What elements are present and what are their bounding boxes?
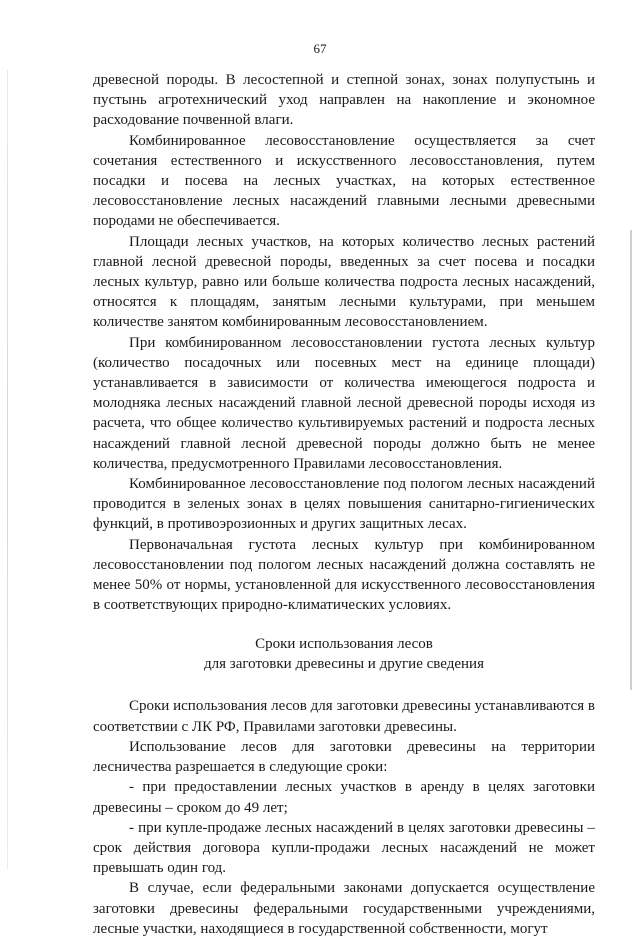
paragraph-plot-areas: Площади лесных участков, на которых количество лесных растений главной лесной древесной породы, введенных за счет посева и посадки лесных культур, равно или больше количества подроста лесных насаждений, относятся к площадям, занятым лесными культурами, при меньшем количестве занятом комбинированным лесовосстановлением. [93, 233, 595, 331]
paragraph-combined-reforestation: Комбинированное лесовосстановление осуществляется за счет сочетания естественного и искусственного лесовосстановления, путем посадки и посева на лесных участках, на которых естественное лесовосстановление лесных насаждений главными лесными древесными породами не обеспечивается. [93, 132, 595, 230]
scan-edge-right [630, 230, 632, 690]
section-heading [93, 634, 595, 674]
paragraph-federal-laws: В случае, если федеральными законами допускается осуществление заготовки древесины федеральными государственными учреждениями, лесные участки, находящиеся в государственной собственности, могут [93, 880, 595, 937]
paragraph-initial-density: Первоначальная густота лесных культур при комбинированном лесовосстановлении под пологом лесных насаждений должна составлять не менее 50% от нормы, установленной для искусственного лесовосстановления в соответствующих природно-климатических условиях. [93, 536, 595, 614]
list-item-purchase: - при купле-продаже лесных насаждений в целях заготовки древесины – срок действия договора купли-продажи лесных насаждений не может превышать один год. [93, 819, 595, 877]
paragraph-usage-terms: Сроки использования лесов для заготовки древесины устанавливаются в соответствии с ЛК РФ, Правилами заготовки древесины. [93, 698, 595, 735]
paragraph-continuation: древесной породы. В лесостепной и степной зонах, зонах полупустынь и пустынь агротехнический уход направлен на накопление и экономное расходование почвенной влаги. [93, 72, 595, 129]
section-heading-line-2: для заготовки древесины и другие сведения [204, 656, 484, 673]
document-body [93, 70, 595, 939]
scan-edge-left [7, 70, 8, 870]
paragraph-density: При комбинированном лесовосстановлении густота лесных культур (количество посадочных или посевных мест на единице площади) устанавливается в зависимости от количества имеющегося подроста и молодняка лесных насаждений главной лесной древесной породы исходя из расчета, что общее количество культивируемых растений и подроста лесных насаждений главной лесной древесной породы должно быть не менее количества, предусмотренного Правилами лесовосстановления. [93, 334, 595, 472]
list-item-lease: - при предоставлении лесных участков в аренду в целях заготовки древесины – сроком до 49 лет; [93, 779, 595, 816]
paragraph-usage-permitted: Использование лесов для заготовки древесины на территории лесничества разрешается в следующие сроки: [93, 738, 595, 776]
paragraph-under-canopy: Комбинированное лесовосстановление под пологом лесных насаждений проводится в зеленых зонах в целях повышения санитарно-гигиенических функций, в противоэрозионных и других защитных лесах. [93, 476, 595, 533]
section-heading-line-1: Сроки использования лесов [255, 636, 433, 653]
page-number: 67 [313, 41, 327, 56]
